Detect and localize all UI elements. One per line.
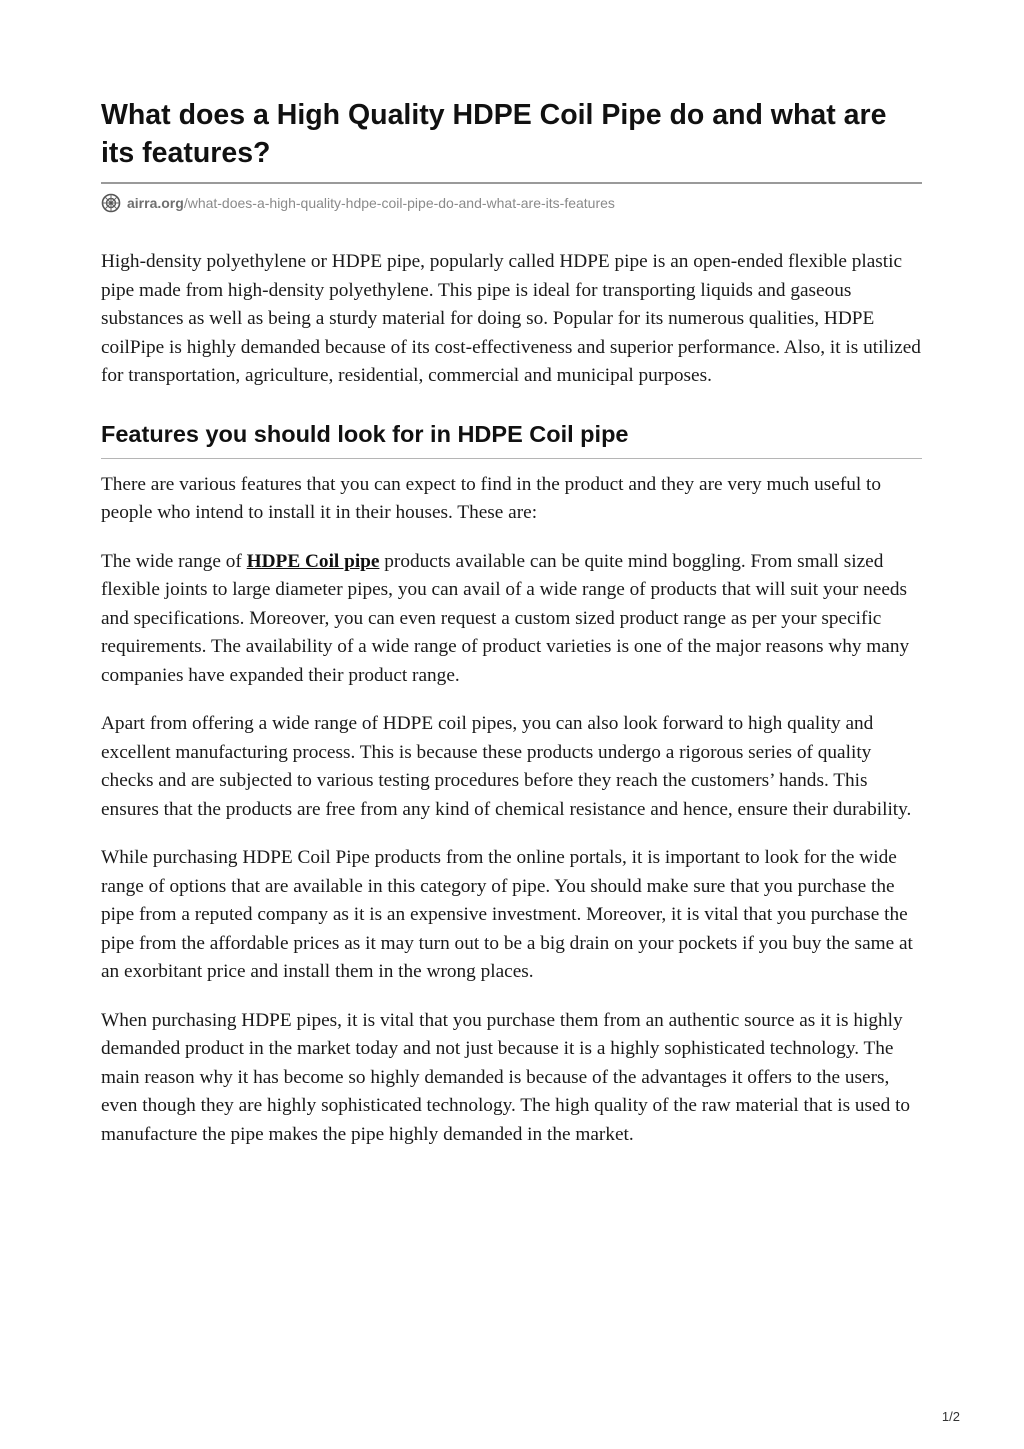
site-favicon-icon xyxy=(101,193,121,213)
page-number: 1/2 xyxy=(941,1409,960,1424)
article xyxy=(101,96,922,1149)
source-domain-link[interactable]: airra.org xyxy=(127,195,184,211)
range-paragraph xyxy=(101,548,922,691)
hdpe-coil-pipe-link[interactable]: HDPE Coil pipe xyxy=(246,550,380,572)
features-intro-paragraph: There are various features that you can expect to find in the product and they are very much useful to people who intend to install it in their houses. These are: xyxy=(101,473,882,523)
intro-paragraph: High-density polyethylene or HDPE pipe, popularly called HDPE pipe is an open-ended flexible plastic pipe made from high-density polyethylene. This pipe is ideal for transporting liquids and gaseous substances as well as being a sturdy material for doing so. Popular for its numerous qualities, HDPE coilPipe is highly demanded because of its cost-effectiveness and superior performance. Also, it is utilized for transportation, agriculture, residential, commercial and municipal purposes. xyxy=(101,251,921,386)
quality-paragraph: Apart from offering a wide range of HDPE coil pipes, you can also look forward to high quality and excellent manufacturing process. This is because these products undergo a rigorous series of quality checks and are subjected to various testing procedures before they reach the customers’ hands. This ensures that the products are free from any kind of chemical resistance and hence, ensure their durability. xyxy=(101,713,912,820)
article-title: What does a High Quality HDPE Coil Pipe do and what are its features? xyxy=(101,99,887,169)
purchasing-paragraph: While purchasing HDPE Coil Pipe products from the online portals, it is important to look for the wide range of options that are available in this category of pipe. You should make sure that you purchase the pipe from a reputed company as it is an expensive investment. Moreover, it is vital that you purchase the pipe from the affordable prices as it may turn out to be a big drain on your pockets if you buy the same at an exorbitant price and install them in the wrong places. xyxy=(101,847,913,982)
title-divider xyxy=(101,182,922,184)
source-path-link[interactable]: /what-does-a-high-quality-hdpe-coil-pipe-do-and-what-are-its-features xyxy=(183,195,615,211)
authentic-source-paragraph: When purchasing HDPE pipes, it is vital that you purchase them from an authentic source as it is highly demanded product in the market today and not just because it is a highly sophisticated technology. The main reason why it has become so highly demanded is because of the advantages it offers to the users, even though they are highly sophisticated technology. The high quality of the raw material that is used to manufacture the pipe makes the pipe highly demanded in the market. xyxy=(101,1009,911,1145)
section-divider xyxy=(101,458,922,459)
range-paragraph-rest: products available can be quite mind boggling. From small sized flexible joints to large diameter pipes, you can avail of a wide range of products that will suit your needs and specifications. Moreover, you can even request a custom sized product range as per your specific requirements. The availability of a wide range of product varieties is one of the major reasons why many companies have expanded their product range. xyxy=(101,550,910,686)
source-line xyxy=(101,193,922,213)
section-heading: Features you should look for in HDPE Coil pipe xyxy=(101,420,629,447)
range-paragraph-lead: The wide range of xyxy=(101,550,247,572)
